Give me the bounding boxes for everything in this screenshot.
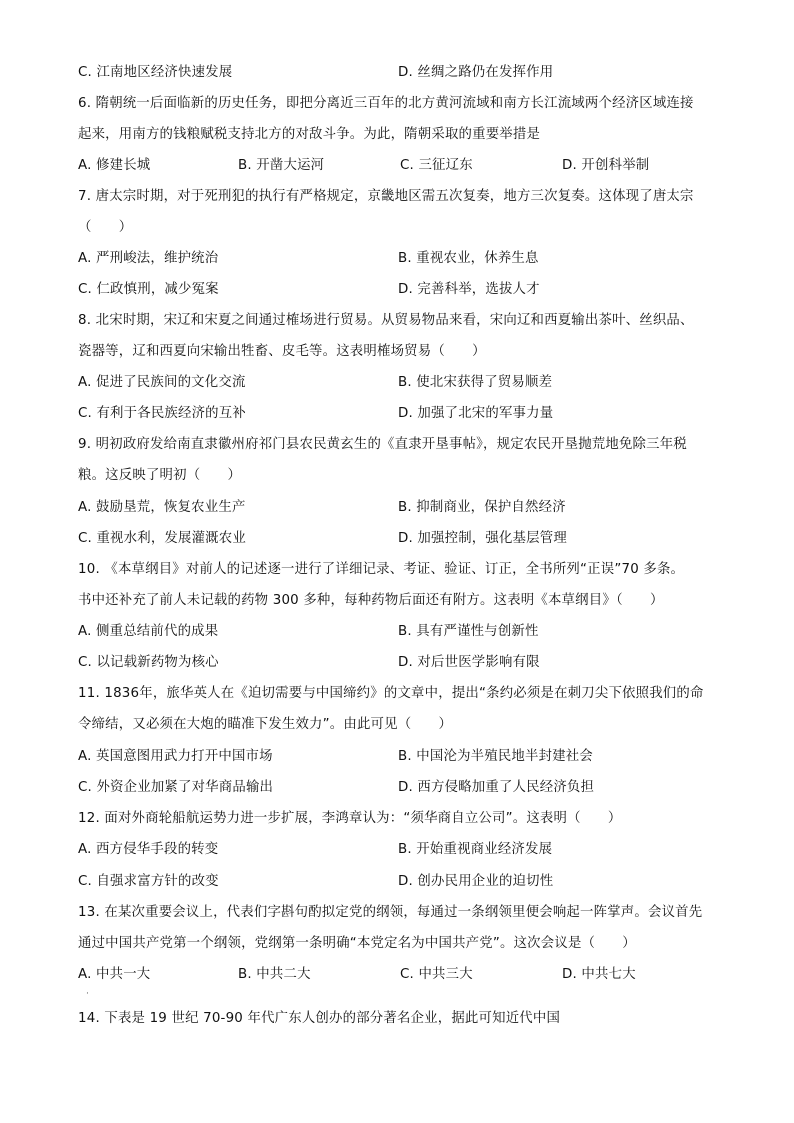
- q10-stem-line1: 10. 《本草纲目》对前人的记述逐一进行了详细记录、考证、验证、订正，全书所列“正误”70 多条。: [78, 562, 685, 577]
- q13-stem-line2: 通过中国共产党第一个纲领，党纲第一条明确“本党定名为中国共产党”。这次会议是（ ）: [78, 936, 636, 951]
- q9-option-a: A. 鼓励垦荒，恢复农业生产: [78, 500, 246, 515]
- q7-stem-line2: （ ）: [78, 220, 133, 235]
- q14-stem-line1: 14. 下表是 19 世纪 70-90 年代广东人创办的部分著名企业，据此可知近代中国: [78, 1011, 561, 1026]
- q8-option-a: A. 促进了民族间的文化交流: [78, 375, 246, 390]
- q10-option-b: B. 具有严谨性与创新性: [398, 624, 539, 639]
- q6-option-b: B. 开凿大运河: [238, 158, 325, 173]
- q9-stem-line1: 9. 明初政府发给南直隶徽州府祁门县农民黄玄生的《直隶开垦事帖》，规定农民开垦抛荒地免除三年税: [78, 437, 687, 452]
- q7-option-b: B. 重视农业，休养生息: [398, 251, 539, 266]
- q12-option-a: A. 西方侵华手段的转变: [78, 842, 219, 857]
- q13-option-a: A. 中共一大: [78, 967, 151, 982]
- q12-option-b: B. 开始重视商业经济发展: [398, 842, 553, 857]
- prev-option-c: C. 江南地区经济快速发展: [78, 65, 233, 80]
- q13-option-d: D. 中共七大: [562, 967, 636, 982]
- q7-option-c: C. 仁政慎刑，减少冤案: [78, 282, 219, 297]
- q13-option-c: C. 中共三大: [400, 967, 473, 982]
- q9-option-b: B. 抑制商业，保护自然经济: [398, 500, 566, 515]
- q7-stem-line1: 7. 唐太宗时期，对于死刑犯的执行有严格规定，京畿地区需五次复奏，地方三次复奏。这体现了唐太宗: [78, 189, 694, 204]
- q8-stem-line2: 瓷器等，辽和西夏向宋输出牲畜、皮毛等。这表明榷场贸易（ ）: [78, 344, 486, 359]
- q8-option-d: D. 加强了北宋的军事力量: [398, 406, 554, 421]
- q12-option-d: D. 创办民用企业的迫切性: [398, 874, 554, 889]
- q13-option-b: B. 中共二大: [238, 967, 311, 982]
- q11-option-d: D. 西方侵略加重了人民经济负担: [398, 780, 595, 795]
- q9-option-c: C. 重视水利，发展灌溉农业: [78, 531, 246, 546]
- q6-stem-line1: 6. 隋朝统一后面临新的历史任务，即把分离近三百年的北方黄河流域和南方长江流域两个经济区域连接: [78, 96, 694, 111]
- q8-stem-line1: 8. 北宋时期，宋辽和宋夏之间通过榷场进行贸易。从贸易物品来看，宋向辽和西夏输出茶叶、丝织品、: [78, 313, 694, 328]
- q12-option-c: C. 自强求富方针的改变: [78, 874, 219, 889]
- q11-stem-line2: 令缔结，又必须在大炮的瞄准下发生效力”。由此可见（ ）: [78, 717, 453, 732]
- q10-option-d: D. 对后世医学影响有限: [398, 655, 540, 670]
- q9-stem-line2: 粮。这反映了明初（ ）: [78, 468, 242, 483]
- q11-stem-line1: 11. 1836年，旅华英人在《迫切需要与中国缔约》的文章中，提出“条约必须是在刺刀尖下依照我们的命: [78, 686, 704, 701]
- q6-stem-line2: 起来，用南方的钱粮赋税支持北方的对敌斗争。为此，隋朝采取的重要举措是: [78, 127, 541, 142]
- q6-option-c: C. 三征辽东: [400, 158, 473, 173]
- q7-option-a: A. 严刑峻法，维护统治: [78, 251, 219, 266]
- q10-option-a: A. 侧重总结前代的成果: [78, 624, 219, 639]
- q12-stem-line1: 12. 面对外商轮船航运势力进一步扩展，李鸿章认为：“须华商自立公司”。这表明（ ）: [78, 811, 622, 826]
- q8-option-b: B. 使北宋获得了贸易顺差: [398, 375, 553, 390]
- q9-option-d: D. 加强控制，强化基层管理: [398, 531, 567, 546]
- q11-option-a: A. 英国意图用武力打开中国市场: [78, 749, 273, 764]
- q8-option-c: C. 有利于各民族经济的互补: [78, 406, 246, 421]
- q13-stem-line1: 13. 在某次重要会议上，代表们字斟句酌拟定党的纲领，每通过一条纲领里便会响起一阵掌声。会议首先: [78, 905, 703, 920]
- q6-option-d: D. 开创科举制: [562, 158, 650, 173]
- q6-option-a: A. 修建长城: [78, 158, 151, 173]
- prev-option-d: D. 丝绸之路仍在发挥作用: [398, 65, 554, 80]
- q11-option-c: C. 外资企业加紧了对华商品输出: [78, 780, 274, 795]
- q10-option-c: C. 以记载新药物为核心: [78, 655, 219, 670]
- q11-option-b: B. 中国沦为半殖民地半封建社会: [398, 749, 593, 764]
- q10-stem-line2: 书中还补充了前人未记载的药物 300 多种，每种药物后面还有附方。这表明《本草纲目》（ ）: [78, 593, 664, 608]
- q7-option-d: D. 完善科举，选拔人才: [398, 282, 540, 297]
- stray-dot-mark: ·: [86, 989, 89, 999]
